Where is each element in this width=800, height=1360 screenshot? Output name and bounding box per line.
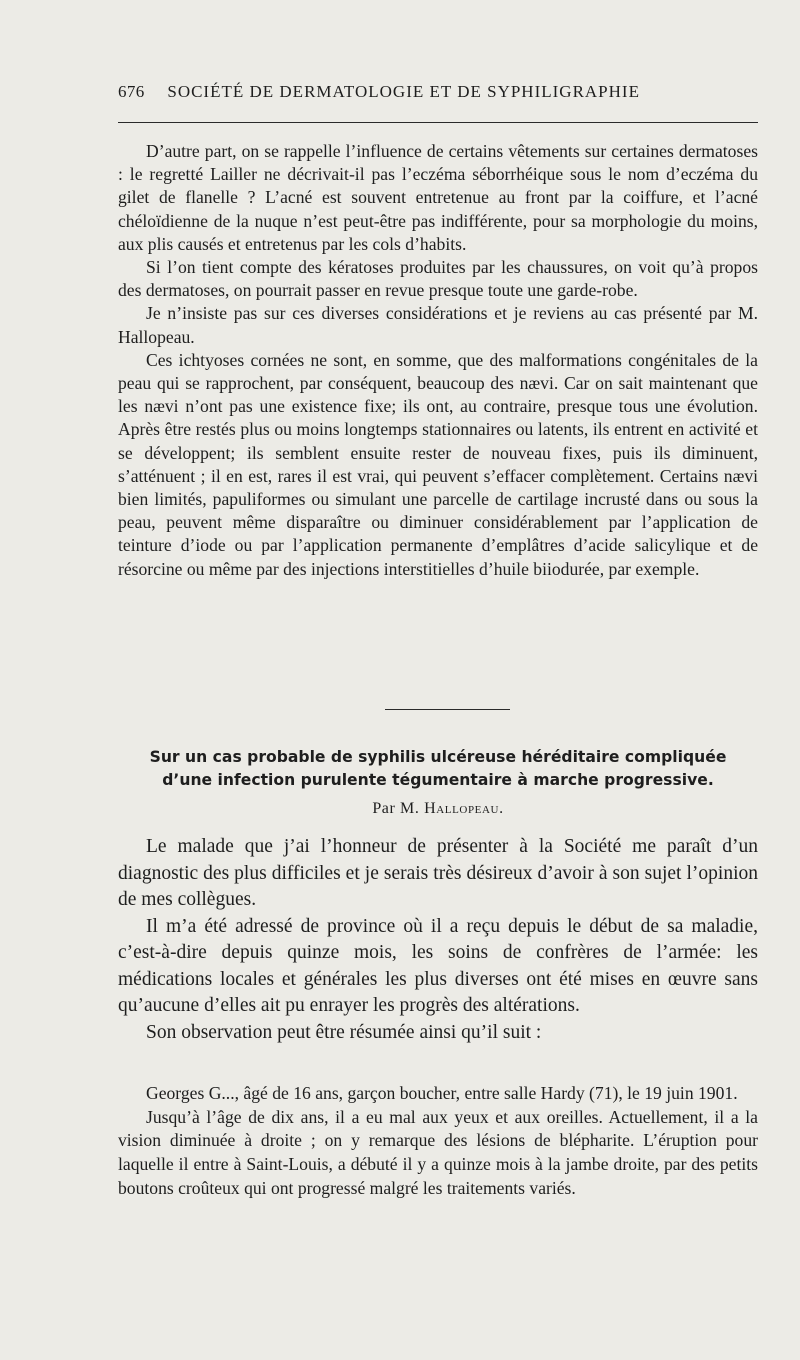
- paragraph: Il m’a été adressé de province où il a reçu depuis le début de sa maladie, c’est-à-dire depuis quinze mois, les soins de confrères de l’armée: les médications locales et générales les plus diverses ont été mises en œuvre sans qu’aucune d’elles ait pu enrayer les progrès des altérations.: [118, 915, 758, 1016]
- paragraph: Son observation peut être résumée ainsi qu’il suit :: [146, 1021, 542, 1043]
- page-number: 676: [118, 82, 145, 101]
- article-intro: [118, 834, 758, 1046]
- author-name: Hallopeau.: [424, 800, 504, 817]
- paragraph: Jusqu’à l’âge de dix ans, il a eu mal aux yeux et aux oreilles. Actuellement, il a la vision diminuée à droite ; on y remarque des lésions de blépharite. L’éruption pour laquelle il entre à Saint-Louis, a débuté il y a quinze mois à la jambe droite, par des petits boutons croûteux qui ont progressé malgré les traitements variés.: [118, 1106, 758, 1198]
- article-title-line: d’une infection purulente tégumentaire à marche progressive.: [162, 771, 714, 789]
- paragraph: D’autre part, on se rappelle l’influence de certains vêtements sur certaines dermatoses : le regretté Lailler ne décrivait-il pas l’eczéma séborrhéique sous le nom d’eczéma du gilet de flanelle ? L’acné est souvent entretenue au front par la coiffure, et l’acné chéloïdienne de la nuque n’est peut-être pas indifférente, pour sa morphologie du moins, aux plis causés et entretenus par les cols d’habits.: [118, 141, 758, 254]
- header-rule: [118, 122, 758, 123]
- discussion-text: [118, 140, 758, 581]
- paragraph: Ces ichtyoses cornées ne sont, en somme, que des malformations congénitales de la peau qui se rapprochent, par conséquent, beaucoup des nævi. Car on sait maintenant que les nævi n’ont pas une existence fixe; ils ont, au contraire, presque tous une évolution. Après être restés plus ou moins longtemps stationnaires ou latents, ils entrent en activité et se développent; ils semblent ensuite rester de nouveau fixes, puis ils diminuent, s’atténuent ; il en est, rares il est vrai, qui peuvent s’effacer complètement. Certains nævi bien limités, papuliformes ou simulant une parcelle de cartilage incrusté dans ou sous la peau, peuvent même disparaître ou diminuer considérablement par l’application de teinture d’iode ou par l’application permanente d’emplâtres d’acide salicylique et de résorcine ou même par des injections interstitielles d’huile biiodurée, par exemple.: [118, 349, 758, 579]
- paragraph: Le malade que j’ai l’honneur de présenter à la Société me paraît d’un diagnostic des plus difficiles et je serais très désireux d’avoir à son sujet l’opinion de mes collègues.: [118, 836, 758, 910]
- section-separator: [385, 709, 510, 710]
- article-title: [118, 746, 758, 792]
- running-header: [118, 82, 758, 102]
- paragraph: Je n’insiste pas sur ces diverses considérations et je reviens au cas présenté par M. Hallopeau.: [118, 303, 758, 347]
- article-title-line: Sur un cas probable de syphilis ulcéreuse héréditaire compliquée: [149, 748, 727, 766]
- author-prefix: Par M.: [372, 800, 420, 817]
- paragraph: Si l’on tient compte des kératoses produites par les chaussures, on voit qu’à propos des dermatoses, on pourrait passer en revue presque toute une garde-robe.: [118, 257, 758, 301]
- running-title: SOCIÉTÉ DE DERMATOLOGIE ET DE SYPHILIGRAPHIE: [167, 82, 640, 101]
- paragraph: Georges G..., âgé de 16 ans, garçon boucher, entre salle Hardy (71), le 19 juin 1901.: [146, 1083, 738, 1103]
- article-author: [118, 800, 758, 818]
- case-observation: [118, 1082, 758, 1201]
